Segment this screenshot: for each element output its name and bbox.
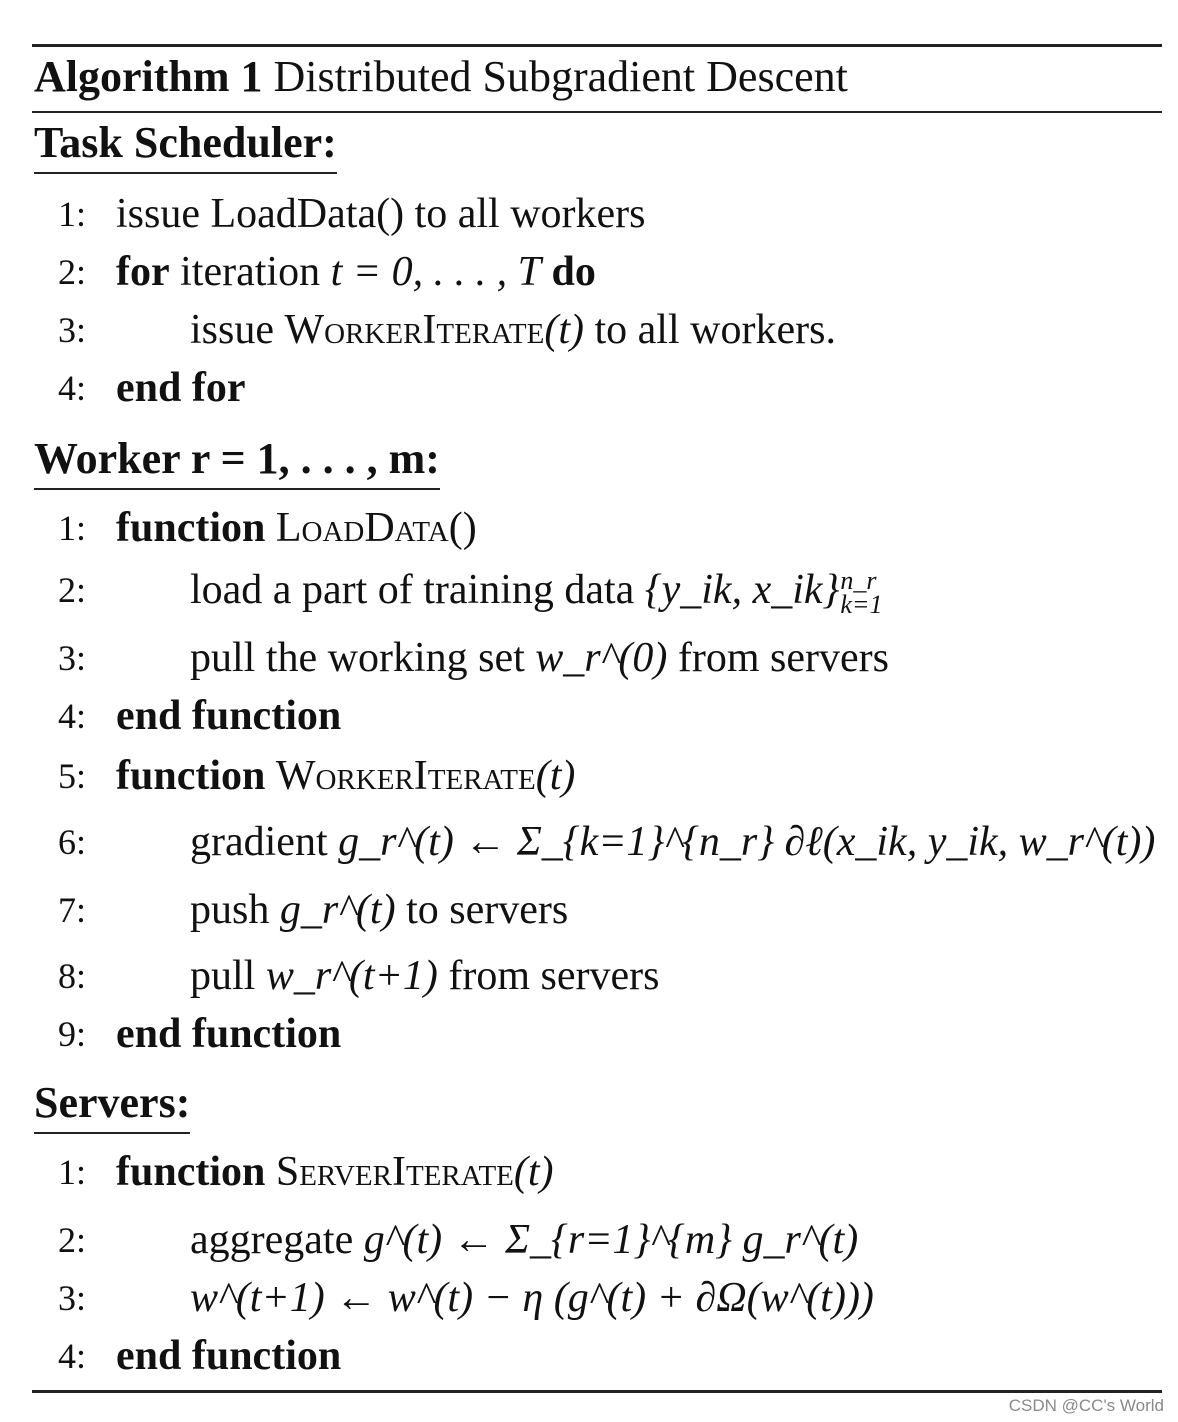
math-expression: (t) bbox=[544, 307, 584, 353]
line-number: 1: bbox=[58, 1152, 87, 1192]
line-number: 1: bbox=[58, 508, 87, 548]
algorithm-name: Distributed Subgradient Descent bbox=[273, 52, 848, 101]
algorithm-title bbox=[34, 48, 848, 106]
line-text: aggregate bbox=[190, 1217, 354, 1263]
keyword: end function bbox=[116, 1333, 342, 1379]
line-text: to all workers. bbox=[594, 307, 836, 353]
line-number: 4: bbox=[58, 368, 87, 408]
math-limits bbox=[840, 565, 883, 620]
math-expression: g_r^(t) bbox=[279, 887, 396, 933]
keyword: function bbox=[116, 505, 266, 551]
keyword: end function bbox=[116, 1011, 342, 1057]
math-expression: w_r^(t+1) bbox=[265, 953, 438, 999]
line-text: pull the working set bbox=[190, 635, 525, 681]
line-number: 1: bbox=[58, 194, 87, 234]
procedure-args: () bbox=[448, 505, 477, 551]
keyword: do bbox=[551, 249, 596, 295]
math-expression: {y_ik, x_ik} bbox=[644, 567, 840, 613]
line-number: 4: bbox=[58, 696, 87, 736]
procedure-args: (t) bbox=[513, 1149, 554, 1195]
line-number: 3: bbox=[58, 1278, 87, 1318]
procedure-args: (t) bbox=[535, 753, 576, 799]
algorithm-label: Algorithm 1 bbox=[34, 52, 263, 101]
worker-heading: Worker r = 1, . . . , m: bbox=[34, 432, 440, 490]
keyword: for bbox=[116, 249, 170, 295]
procedure-name: WorkerIterate bbox=[284, 307, 545, 353]
line-text: gradient bbox=[190, 819, 328, 865]
line-number: 3: bbox=[58, 310, 87, 350]
bottom-rule bbox=[32, 1390, 1162, 1393]
math-sub: k=1 bbox=[840, 590, 883, 620]
procedure-name: WorkerIterate bbox=[275, 753, 536, 799]
line-text: iteration bbox=[180, 249, 321, 295]
line-number: 5: bbox=[58, 756, 87, 796]
servers-heading: Servers: bbox=[34, 1076, 190, 1134]
procedure-name: ServerIterate bbox=[275, 1149, 514, 1195]
line-text: issue bbox=[190, 307, 274, 353]
math-expression: g^(t) ← Σ_{r=1}^{m} g_r^(t) bbox=[363, 1217, 859, 1263]
line-text: load a part of training data bbox=[190, 567, 635, 613]
keyword: end function bbox=[116, 693, 342, 739]
title-rule bbox=[32, 111, 1162, 113]
line-text: issue LoadData() to all workers bbox=[116, 191, 646, 237]
line-number: 2: bbox=[58, 252, 87, 292]
line-number: 9: bbox=[58, 1014, 87, 1054]
line-text: to servers bbox=[406, 887, 569, 933]
keyword: function bbox=[116, 753, 266, 799]
top-rule bbox=[32, 44, 1162, 47]
line-number: 8: bbox=[58, 956, 87, 996]
math-expression: w_r^(0) bbox=[535, 635, 668, 681]
keyword: function bbox=[116, 1149, 266, 1195]
task-scheduler-heading: Task Scheduler: bbox=[34, 116, 337, 174]
watermark: CSDN @CC's World bbox=[1008, 1396, 1164, 1415]
line-text: push bbox=[190, 887, 270, 933]
math-sup: n_r bbox=[840, 565, 877, 595]
math-expression: w^(t+1) ← w^(t) − η (g^(t) + ∂Ω(w^(t))) bbox=[190, 1275, 874, 1321]
math-expression: g_r^(t) ← Σ_{k=1}^{n_r} ∂ℓ(x_ik, y_ik, w_r^(t)) bbox=[338, 819, 1156, 865]
line-text: pull bbox=[190, 953, 256, 999]
line-text: from servers bbox=[448, 953, 660, 999]
line-number: 2: bbox=[58, 570, 87, 610]
line-number: 3: bbox=[58, 638, 87, 678]
line-text: from servers bbox=[677, 635, 889, 681]
procedure-name: LoadData bbox=[275, 505, 449, 551]
keyword: end for bbox=[116, 365, 246, 411]
line-number: 7: bbox=[58, 890, 87, 930]
line-number: 2: bbox=[58, 1220, 87, 1260]
math-expression: t = 0, . . . , T bbox=[330, 249, 541, 295]
line-number: 6: bbox=[58, 822, 87, 862]
line-number: 4: bbox=[58, 1336, 87, 1376]
